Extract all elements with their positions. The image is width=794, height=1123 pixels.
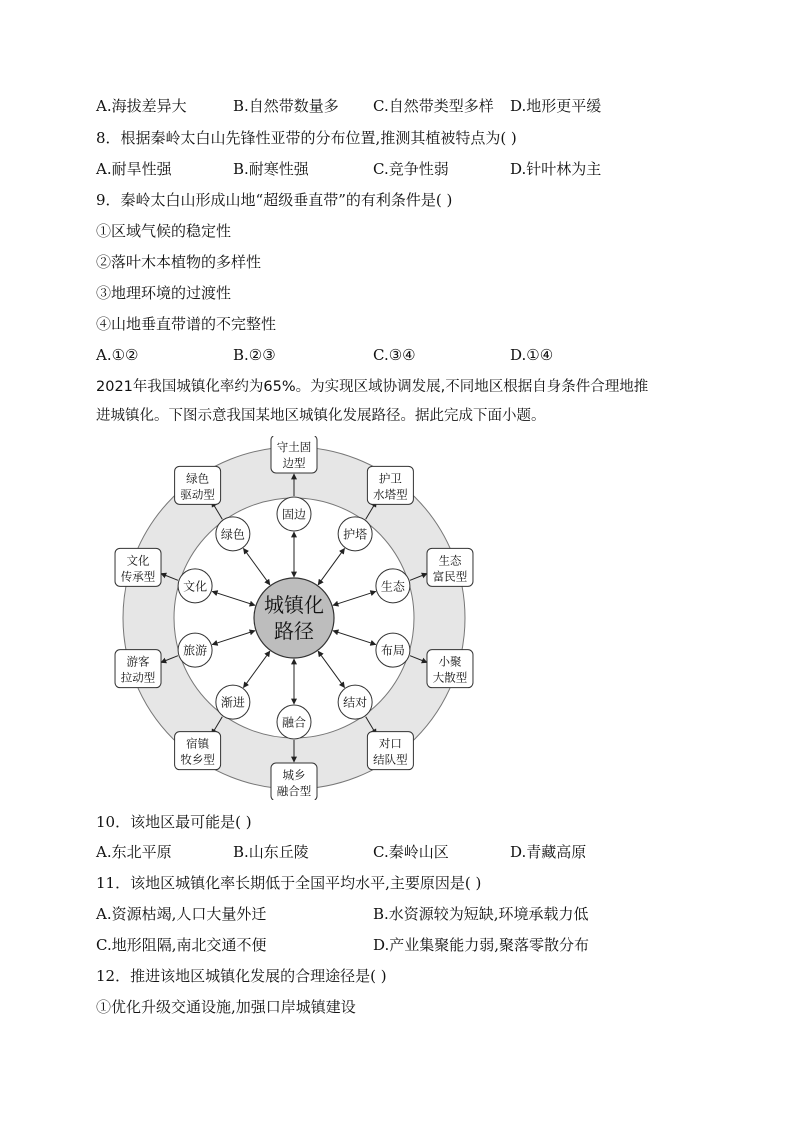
inner-node-label: 结对 (343, 695, 368, 710)
q8-option-c: C.竞争性弱 (373, 160, 449, 178)
inner-node-0 (277, 497, 311, 531)
inner-node-7 (178, 633, 212, 667)
q9-option-a: A.①② (96, 346, 139, 364)
q10-options (96, 842, 716, 862)
inner-node-3 (376, 633, 410, 667)
q11-options-row-2 (96, 935, 716, 955)
center-label-line-2: 路径 (274, 619, 314, 643)
q9-statement-4: ④山地垂直带谱的不完整性 (96, 315, 277, 333)
q9-option-c: C.③④ (373, 346, 416, 364)
inner-node-label: 布局 (380, 643, 405, 658)
q9-statement-1: ①区域气候的稳定性 (96, 222, 232, 240)
outer-box-label-line-1: 城乡 (282, 768, 306, 782)
inner-node-label: 绿色 (220, 527, 245, 542)
outer-box-4 (367, 732, 413, 770)
q8-option-b: B.耐寒性强 (233, 160, 309, 178)
outer-box-label-line-2: 融合型 (276, 784, 312, 798)
q8-options (96, 159, 716, 179)
q9-options (96, 345, 716, 365)
inner-node-5 (277, 705, 311, 739)
outer-box-label-line-2: 边型 (282, 456, 306, 470)
outer-box-6 (175, 732, 221, 770)
q8-option-a: A.耐旱性强 (96, 160, 172, 178)
outer-box-label-line-2: 牧乡型 (180, 752, 215, 767)
outer-box-label-line-1: 小聚 (438, 654, 462, 669)
q9-option-b: B.②③ (233, 346, 276, 364)
q11-option-a: A.资源枯竭,人口大量外迁 (96, 905, 267, 923)
q7-option-c: C.自然带类型多样 (373, 97, 494, 115)
outer-box-label-line-2: 大散型 (432, 670, 468, 685)
outer-box-label-line-1: 对口 (378, 736, 402, 751)
outer-box-5 (271, 763, 317, 800)
outer-box-9 (175, 466, 221, 504)
q9-stem: 9．秦岭太白山形成山地“超级垂直带”的有利条件是( ) (96, 191, 453, 209)
inner-node-label: 渐进 (220, 695, 245, 710)
passage-line-1: 2021年我国城镇化率约为65%。为实现区域协调发展,不同地区根据自身条件合理地推 (96, 379, 649, 395)
center-node (254, 578, 334, 658)
inner-node-8 (178, 569, 212, 603)
q11-options-row-1 (96, 904, 716, 924)
q7-options (96, 96, 716, 116)
outer-box-label-line-2: 驱动型 (180, 487, 215, 502)
inner-node-label: 旅游 (183, 643, 208, 658)
outer-box-2 (427, 548, 473, 586)
q9-statement-3: ③地理环境的过渡性 (96, 284, 232, 302)
q7-option-a: A.海拔差异大 (96, 97, 187, 115)
q12-stem: 12．推进该地区城镇化发展的合理途径是( ) (96, 967, 387, 985)
center-label-line-1: 城镇化 (264, 593, 324, 617)
outer-box-label-line-1: 守土固 (276, 440, 312, 454)
inner-node-1 (338, 517, 372, 551)
q10-option-d: D.青藏高原 (510, 843, 587, 861)
outer-box-label-line-1: 文化 (126, 553, 150, 568)
inner-node-label: 护塔 (343, 527, 368, 542)
q11-option-d: D.产业集聚能力弱,聚落零散分布 (373, 936, 590, 954)
outer-box-1 (367, 466, 413, 504)
inner-node-4 (338, 685, 372, 719)
outer-box-3 (427, 650, 473, 688)
q11-stem: 11．该地区城镇化率长期低于全国平均水平,主要原因是( ) (96, 874, 482, 892)
q12-statement-1: ①优化升级交通设施,加强口岸城镇建设 (96, 998, 356, 1016)
q11-option-c: C.地形阻隔,南北交通不便 (96, 936, 267, 954)
q11-option-b: B.水资源较为短缺,环境承载力低 (373, 905, 589, 923)
outer-box-label-line-1: 游客 (126, 654, 150, 669)
urbanization-path-diagram (96, 436, 496, 800)
q10-option-b: B.山东丘陵 (233, 843, 309, 861)
q8-stem: 8．根据秦岭太白山先锋性亚带的分布位置,推测其植被特点为( ) (96, 129, 517, 147)
outer-box-label-line-1: 生态 (438, 553, 462, 568)
q9-statement-2: ②落叶木本植物的多样性 (96, 253, 262, 271)
q8-option-d: D.针叶林为主 (510, 160, 602, 178)
outer-box-label-line-2: 传承型 (120, 569, 156, 584)
q7-option-b: B.自然带数量多 (233, 97, 339, 115)
outer-box-label-line-1: 护卫 (378, 471, 402, 486)
passage-line-2: 进城镇化。下图示意我国某地区城镇化发展路径。据此完成下面小题。 (96, 408, 546, 424)
outer-box-label-line-2: 富民型 (432, 569, 468, 584)
outer-box-label-line-2: 结队型 (373, 752, 408, 767)
inner-node-label: 融合 (281, 715, 307, 730)
inner-node-2 (376, 569, 410, 603)
outer-box-0 (271, 436, 317, 473)
q9-option-d: D.①④ (510, 346, 554, 364)
outer-box-8 (115, 548, 161, 586)
outer-box-label-line-1: 宿镇 (186, 736, 210, 751)
q7-option-d: D.地形更平缓 (510, 97, 602, 115)
outer-box-label-line-2: 拉动型 (120, 670, 156, 685)
inner-node-label: 文化 (183, 579, 208, 594)
inner-node-6 (216, 685, 250, 719)
inner-node-label: 固边 (281, 507, 307, 522)
outer-box-label-line-2: 水塔型 (373, 487, 408, 502)
outer-box-7 (115, 650, 161, 688)
q10-stem: 10．该地区最可能是( ) (96, 813, 252, 831)
inner-node-label: 生态 (380, 579, 405, 594)
q10-option-c: C.秦岭山区 (373, 843, 449, 861)
outer-box-label-line-1: 绿色 (186, 471, 210, 486)
q10-option-a: A.东北平原 (96, 843, 172, 861)
inner-node-9 (216, 517, 250, 551)
